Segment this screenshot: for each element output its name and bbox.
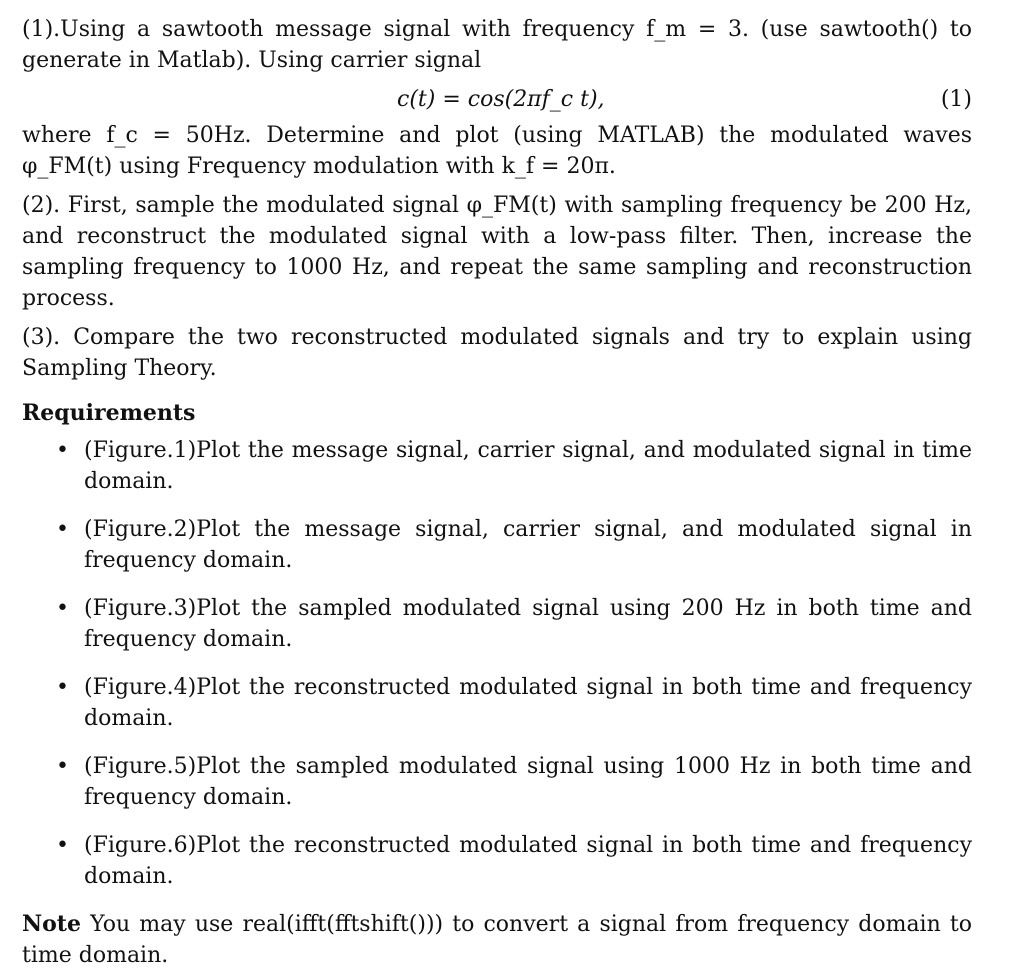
requirement-text: (Figure.2)Plot the message signal, carrier signal, and modulated signal in frequency domain. xyxy=(84,517,972,573)
requirement-text: (Figure.3)Plot the sampled modulated signal using 200 Hz in both time and frequency domain. xyxy=(84,596,972,652)
part1-intro: (1).Using a sawtooth message signal with frequency f_m = 3. (use sawtooth() to generate in Matlab). Using carrier signal xyxy=(22,17,972,73)
requirement-item-1 xyxy=(22,435,972,497)
requirement-text: (Figure.1)Plot the message signal, carrier signal, and modulated signal in time domain. xyxy=(84,438,972,494)
part2-text: (2). First, sample the modulated signal φ_FM(t) with sampling frequency be 200 Hz, and reconstruct the modulated signal with a low-pass filter. Then, increase the sampling frequency to 1000 Hz, and repeat the same sampling and reconstruction process. xyxy=(22,193,972,311)
requirements-heading: Requirements xyxy=(22,400,196,426)
requirement-item-6 xyxy=(22,830,972,892)
requirement-item-2 xyxy=(22,514,972,576)
note-paragraph xyxy=(22,909,972,971)
requirement-item-3 xyxy=(22,593,972,655)
requirement-item-5 xyxy=(22,751,972,813)
requirement-text: (Figure.5)Plot the sampled modulated signal using 1000 Hz in both time and frequency domain. xyxy=(84,754,972,810)
note-text: You may use real(ifft(fftshift())) to convert a signal from frequency domain to time domain. xyxy=(22,912,972,968)
bullet-icon: • xyxy=(56,596,69,621)
bullet-icon: • xyxy=(56,754,69,779)
assignment-document xyxy=(22,14,972,979)
carrier-equation xyxy=(22,84,972,114)
part1-description: where f_c = 50Hz. Determine and plot (using MATLAB) the modulated waves φ_FM(t) using Frequency modulation with k_f = 20π. xyxy=(22,123,972,179)
requirement-text: (Figure.4)Plot the reconstructed modulated signal in both time and frequency domain. xyxy=(84,675,972,731)
bullet-icon: • xyxy=(56,438,69,463)
equation-number: (1) xyxy=(940,87,972,112)
bullet-icon: • xyxy=(56,517,69,542)
carrier-equation-body: c(t) = cos(2πf_c t), xyxy=(397,87,605,112)
note-label: Note xyxy=(22,911,81,937)
requirement-text: (Figure.6)Plot the reconstructed modulated signal in both time and frequency domain. xyxy=(84,833,972,889)
requirements-list xyxy=(22,435,972,892)
bullet-icon: • xyxy=(56,833,69,858)
requirement-item-4 xyxy=(22,672,972,734)
part3-text: (3). Compare the two reconstructed modulated signals and try to explain using Sampling Theory. xyxy=(22,325,972,381)
bullet-icon: • xyxy=(56,675,69,700)
